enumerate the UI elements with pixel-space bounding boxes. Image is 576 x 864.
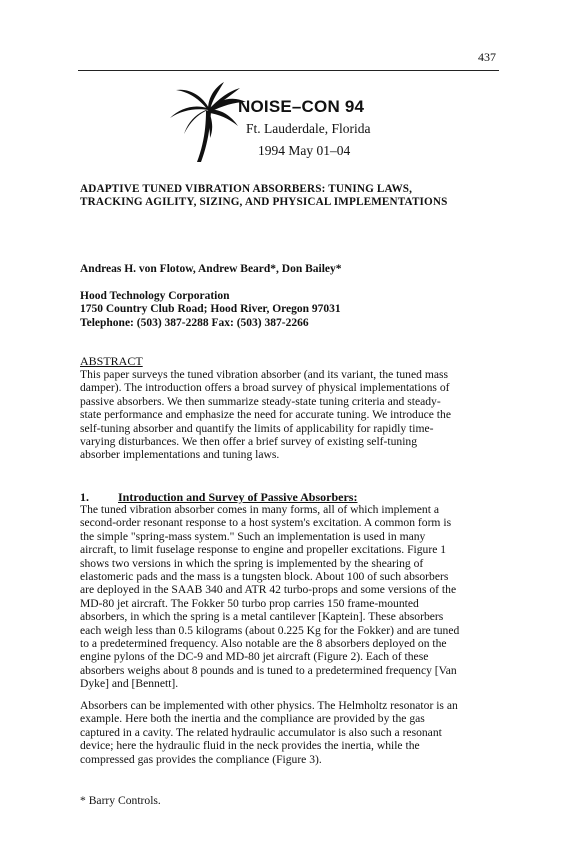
paper-title xyxy=(80,183,520,209)
section-1-paragraph-1 xyxy=(80,503,510,691)
abstract-line: self-tuning absorber and quantify the limits of applicability for rapidly time- xyxy=(80,421,434,435)
conference-location: Ft. Lauderdale, Florida xyxy=(246,121,371,136)
body-line: example. Here both the inertia and the compliance are provided by the gas xyxy=(80,712,425,726)
authors: Andreas H. von Flotow, Andrew Beard*, Don Bailey* xyxy=(80,263,342,275)
affiliation xyxy=(80,290,341,330)
abstract-line: state performance and emphasize the need for accurate tuning. We introduce the xyxy=(80,408,451,422)
abstract-line: This paper surveys the tuned vibration absorber (and its variant, the tuned mass xyxy=(80,368,449,381)
abstract-line: absorber implementations and tuning laws. xyxy=(80,448,280,462)
abstract-line: passive absorbers. We then summarize steady-state tuning criteria and steady- xyxy=(80,394,441,408)
body-line: absorbers, in which the spring is a metal cantilever [Kaptein]. These absorbers xyxy=(80,610,444,624)
body-line: the simple "spring-mass system." Such an implementation is used in many xyxy=(80,529,426,543)
palm-tree-logo-icon xyxy=(168,80,248,164)
body-line: device; here the hydraulic fluid in the neck provides the inertia, while the xyxy=(80,739,420,753)
body-line: compressed gas provides the compliance (Figure 3). xyxy=(80,752,322,766)
body-line: aircraft, to limit fuselage response to engine and propeller excitations. Figure 1 xyxy=(80,543,447,557)
footnote: * Barry Controls. xyxy=(80,794,161,807)
body-line: second-order resonant response to a host system's excitation. A common form is xyxy=(80,516,452,530)
body-line: MD-80 jet aircraft. The Fokker 50 turbo prop carries 150 frame-mounted xyxy=(80,596,419,610)
body-line: Absorbers can be implemented with other physics. The Helmholtz resonator is an xyxy=(80,699,458,712)
conference-name: NOISE–CON 94 xyxy=(238,97,365,116)
page-number: 437 xyxy=(478,50,496,64)
section-1-title: Introduction and Survey of Passive Absorbers: xyxy=(118,490,358,504)
paper-title-line: TRACKING AGILITY, SIZING, AND PHYSICAL IMPLEMENTATIONS xyxy=(80,196,448,208)
section-1-number: 1. xyxy=(80,490,89,504)
abstract-line: damper). The introduction offers a broad survey of physical implementations of xyxy=(80,381,450,395)
body-line: captured in a cavity. The related hydraulic accumulator is also such a resonant xyxy=(80,725,442,739)
affiliation-phone: Telephone: (503) 387-2288 Fax: (503) 387-2266 xyxy=(80,316,309,329)
body-line: engine pylons of the DC-9 and MD-80 jet aircraft (Figure 2). Each of these xyxy=(80,650,429,664)
body-line: Dyke] and [Bennett]. xyxy=(80,677,179,691)
body-line: are deployed in the SAAB 340 and ATR 42 turbo-props and some versions of the xyxy=(80,583,457,597)
abstract-text xyxy=(80,368,510,462)
body-line: The tuned vibration absorber comes in many forms, all of which implement a xyxy=(80,503,439,516)
body-line: elastomeric pads and the mass is a tungsten block. About 100 of such absorbers xyxy=(80,570,449,584)
affiliation-address: 1750 Country Club Road; Hood River, Oregon 97031 xyxy=(80,303,341,316)
section-1-paragraph-2 xyxy=(80,699,510,766)
body-line: shows two versions in which the spring is implemented by the shearing of xyxy=(80,556,424,570)
affiliation-org: Hood Technology Corporation xyxy=(80,290,230,302)
body-line: each weigh less than 0.5 kilograms (about 0.225 Kg for the Fokker) and are tuned xyxy=(80,623,460,637)
paper-title-line: ADAPTIVE TUNED VIBRATION ABSORBERS: TUNING LAWS, xyxy=(80,183,413,195)
header-rule xyxy=(78,70,499,71)
body-line: to a predetermined frequency. Also notable are the 8 absorbers deployed on the xyxy=(80,637,447,651)
conference-date: 1994 May 01–04 xyxy=(258,143,351,158)
body-line: absorbers weighs about 8 pounds and is tuned to a predetermined frequency [Van xyxy=(80,663,457,677)
abstract-line: varying disturbances. We then offer a brief survey of existing self-tuning xyxy=(80,435,418,449)
abstract-heading: ABSTRACT xyxy=(80,354,143,368)
